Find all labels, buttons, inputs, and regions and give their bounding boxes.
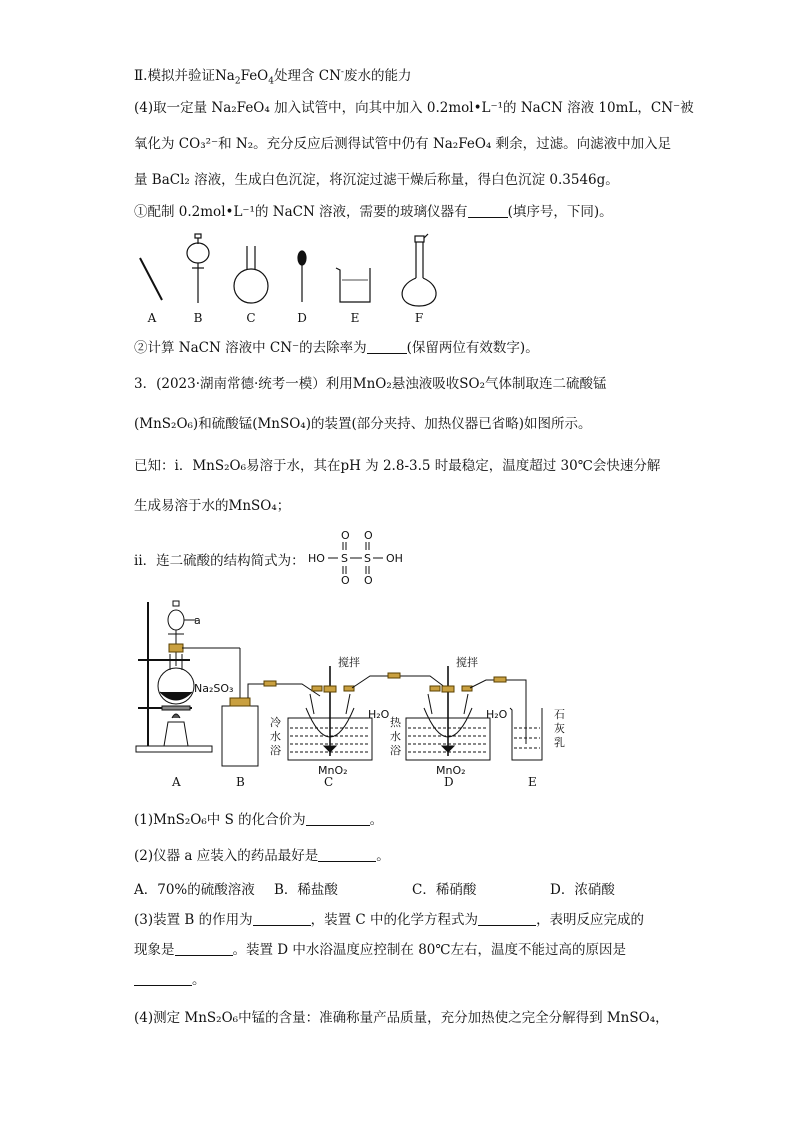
heading-sup: - bbox=[340, 67, 344, 78]
q3-intro2: (MnS₂O₆)和硫酸锰(MnSO₄)的装置(部分夹持、加热仪器已省略)如图所示。 bbox=[134, 416, 592, 432]
answer-blank[interactable] bbox=[318, 847, 376, 862]
label-mno2-c: MnO₂ bbox=[318, 764, 348, 777]
q4-line1: (4)取一定量 Na₂FeO₄ 加入试管中，向其中加入 0.2mol•L⁻¹的 NaCN 溶液 10mL，CN⁻被 bbox=[134, 100, 694, 116]
section-heading bbox=[134, 66, 411, 86]
question-4-line: (4)测定 MnS₂O₆中锰的含量：准确称量产品质量，充分加热使之完全分解得到 MnSO₄， bbox=[134, 1010, 669, 1026]
label-D: D bbox=[297, 311, 307, 325]
q3-text-b: ，装置 C 中的化学方程式为 bbox=[310, 912, 479, 928]
struct-o2: O bbox=[364, 529, 373, 542]
q4-sub1 bbox=[134, 202, 613, 222]
q1-post: 。 bbox=[369, 812, 384, 828]
heading-sub2: 4 bbox=[268, 76, 274, 87]
q1-text: (1)MnS₂O₆中 S 的化合价为 bbox=[134, 812, 306, 828]
heading-sub: 2 bbox=[234, 76, 241, 87]
question-2 bbox=[134, 846, 390, 866]
q3-known1: 已知：ⅰ．MnS₂O₆易溶于水，其在pH 为 2.8-3.5 时最稳定，温度超过 30℃会快速分解 bbox=[134, 458, 661, 474]
sub1-post: (填序号，下同)。 bbox=[507, 204, 613, 220]
struct-o3: O bbox=[341, 574, 350, 587]
label-h2o-c: H₂O bbox=[368, 708, 390, 721]
struct-o1: O bbox=[341, 529, 350, 542]
three-neck-flask-c bbox=[306, 666, 354, 756]
label-C: C bbox=[246, 311, 256, 325]
answer-blank[interactable] bbox=[134, 971, 192, 986]
answer-blank[interactable] bbox=[478, 911, 536, 926]
q4-sub2 bbox=[134, 338, 539, 358]
q3-text-f: 。 bbox=[192, 972, 206, 988]
label-cold-2: 水 bbox=[270, 730, 281, 743]
label-mno2-d: MnO₂ bbox=[436, 764, 466, 777]
option-d[interactable]: D．浓硝酸 bbox=[550, 882, 615, 898]
label-B: B bbox=[193, 311, 203, 325]
alcohol-lamp-icon bbox=[162, 706, 190, 746]
dithionic-acid-structure bbox=[308, 528, 412, 588]
label-hot-1: 热 bbox=[390, 716, 401, 729]
label-app-B: B bbox=[236, 775, 245, 789]
label-lime-3: 乳 bbox=[554, 736, 565, 749]
volumetric-flask-icon bbox=[402, 234, 436, 306]
label-app-C: C bbox=[324, 775, 334, 789]
answer-blank[interactable] bbox=[253, 911, 311, 926]
beaker-icon bbox=[336, 268, 370, 302]
heading-text: Ⅱ.模拟并验证Na bbox=[134, 68, 235, 84]
label-hot-3: 浴 bbox=[390, 744, 401, 757]
q3-text-d: 现象是 bbox=[134, 942, 175, 958]
dropper-icon bbox=[298, 251, 306, 302]
round-flask-icon bbox=[234, 246, 268, 303]
label-lime-1: 石 bbox=[554, 708, 565, 721]
option-b[interactable]: B．稀盐酸 bbox=[274, 882, 338, 898]
label-cold-3: 浴 bbox=[270, 744, 281, 757]
answer-blank[interactable] bbox=[175, 941, 233, 956]
label-hot-2: 水 bbox=[390, 730, 401, 743]
q3-text-a: (3)装置 B 的作用为 bbox=[134, 912, 253, 928]
q3-text-e: 。装置 D 中水浴温度应控制在 80℃左右，温度不能过高的原因是 bbox=[232, 942, 626, 958]
q3-intro1: 3．(2023·湖南常德·统考一模）利用MnO₂悬浊液吸收SO₂气体制取连二硫酸锰 bbox=[134, 376, 607, 392]
q3-known3: ⅱ．连二硫酸的结构简式为： bbox=[134, 553, 305, 569]
separatory-funnel-icon bbox=[187, 234, 209, 303]
q3-text-c: ，表明反应完成的 bbox=[536, 912, 645, 928]
question-1 bbox=[134, 810, 383, 830]
three-neck-flask-d bbox=[424, 666, 472, 756]
label-cold-1: 冷 bbox=[270, 716, 281, 729]
answer-blank[interactable] bbox=[306, 811, 370, 826]
label-E: E bbox=[350, 311, 360, 325]
option-c[interactable]: C．稀硝酸 bbox=[412, 882, 477, 898]
question-3-line3 bbox=[134, 970, 206, 990]
label-a: a bbox=[194, 614, 201, 627]
apparatus-diagram bbox=[130, 596, 590, 790]
label-stir-d: 搅拌 bbox=[456, 656, 478, 669]
question-3-line1 bbox=[134, 910, 644, 930]
label-A: A bbox=[147, 311, 157, 325]
heading-text-end: 废水的能力 bbox=[343, 68, 412, 84]
struct-s1: S bbox=[341, 552, 348, 565]
struct-ho: HO bbox=[308, 552, 325, 565]
label-app-D: D bbox=[444, 775, 454, 789]
sub1-text: ①配制 0.2mol•L⁻¹的 NaCN 溶液，需要的玻璃仪器有 bbox=[134, 204, 468, 220]
q4-line2: 氧化为 CO₃²⁻和 N₂。充分反应后测得试管中仍有 Na₂FeO₄ 剩余，过滤。向滤液中加入足 bbox=[134, 136, 672, 152]
sub2-post: (保留两位有效数字)。 bbox=[406, 340, 539, 356]
label-lime-2: 灰 bbox=[554, 722, 565, 735]
label-h2o-d: H₂O bbox=[486, 708, 508, 721]
glassware-figure bbox=[130, 228, 450, 328]
answer-blank[interactable] bbox=[468, 203, 508, 218]
struct-oh: OH bbox=[386, 552, 403, 565]
struct-o4: O bbox=[364, 574, 373, 587]
sub2-text: ②计算 NaCN 溶液中 CN⁻的去除率为 bbox=[134, 340, 367, 356]
heading-text-mid: FeO bbox=[240, 68, 269, 84]
q3-known2: 生成易溶于水的MnSO₄； bbox=[134, 498, 291, 514]
answer-blank[interactable] bbox=[367, 339, 407, 354]
label-stir-c: 搅拌 bbox=[338, 656, 360, 669]
option-a[interactable]: A．70%的硫酸溶液 bbox=[134, 882, 255, 898]
glass-rod-icon bbox=[140, 258, 162, 300]
q2-post: 。 bbox=[376, 848, 390, 864]
label-na2so3: Na₂SO₃ bbox=[194, 682, 234, 695]
label-F: F bbox=[414, 311, 424, 325]
q4-line3: 量 BaCl₂ 溶液，生成白色沉淀，将沉淀过滤干燥后称量，得白色沉淀 0.3546g。 bbox=[134, 172, 619, 188]
label-app-A: A bbox=[172, 775, 181, 789]
reaction-flask-icon bbox=[158, 644, 240, 704]
safety-bottle-icon bbox=[222, 698, 258, 766]
struct-s2: S bbox=[364, 552, 371, 565]
label-app-E: E bbox=[528, 775, 537, 789]
q2-text: (2)仪器 a 应装入的药品最好是 bbox=[134, 848, 319, 864]
question-3-line2 bbox=[134, 940, 626, 960]
heading-text-post: 处理含 CN bbox=[273, 68, 341, 84]
